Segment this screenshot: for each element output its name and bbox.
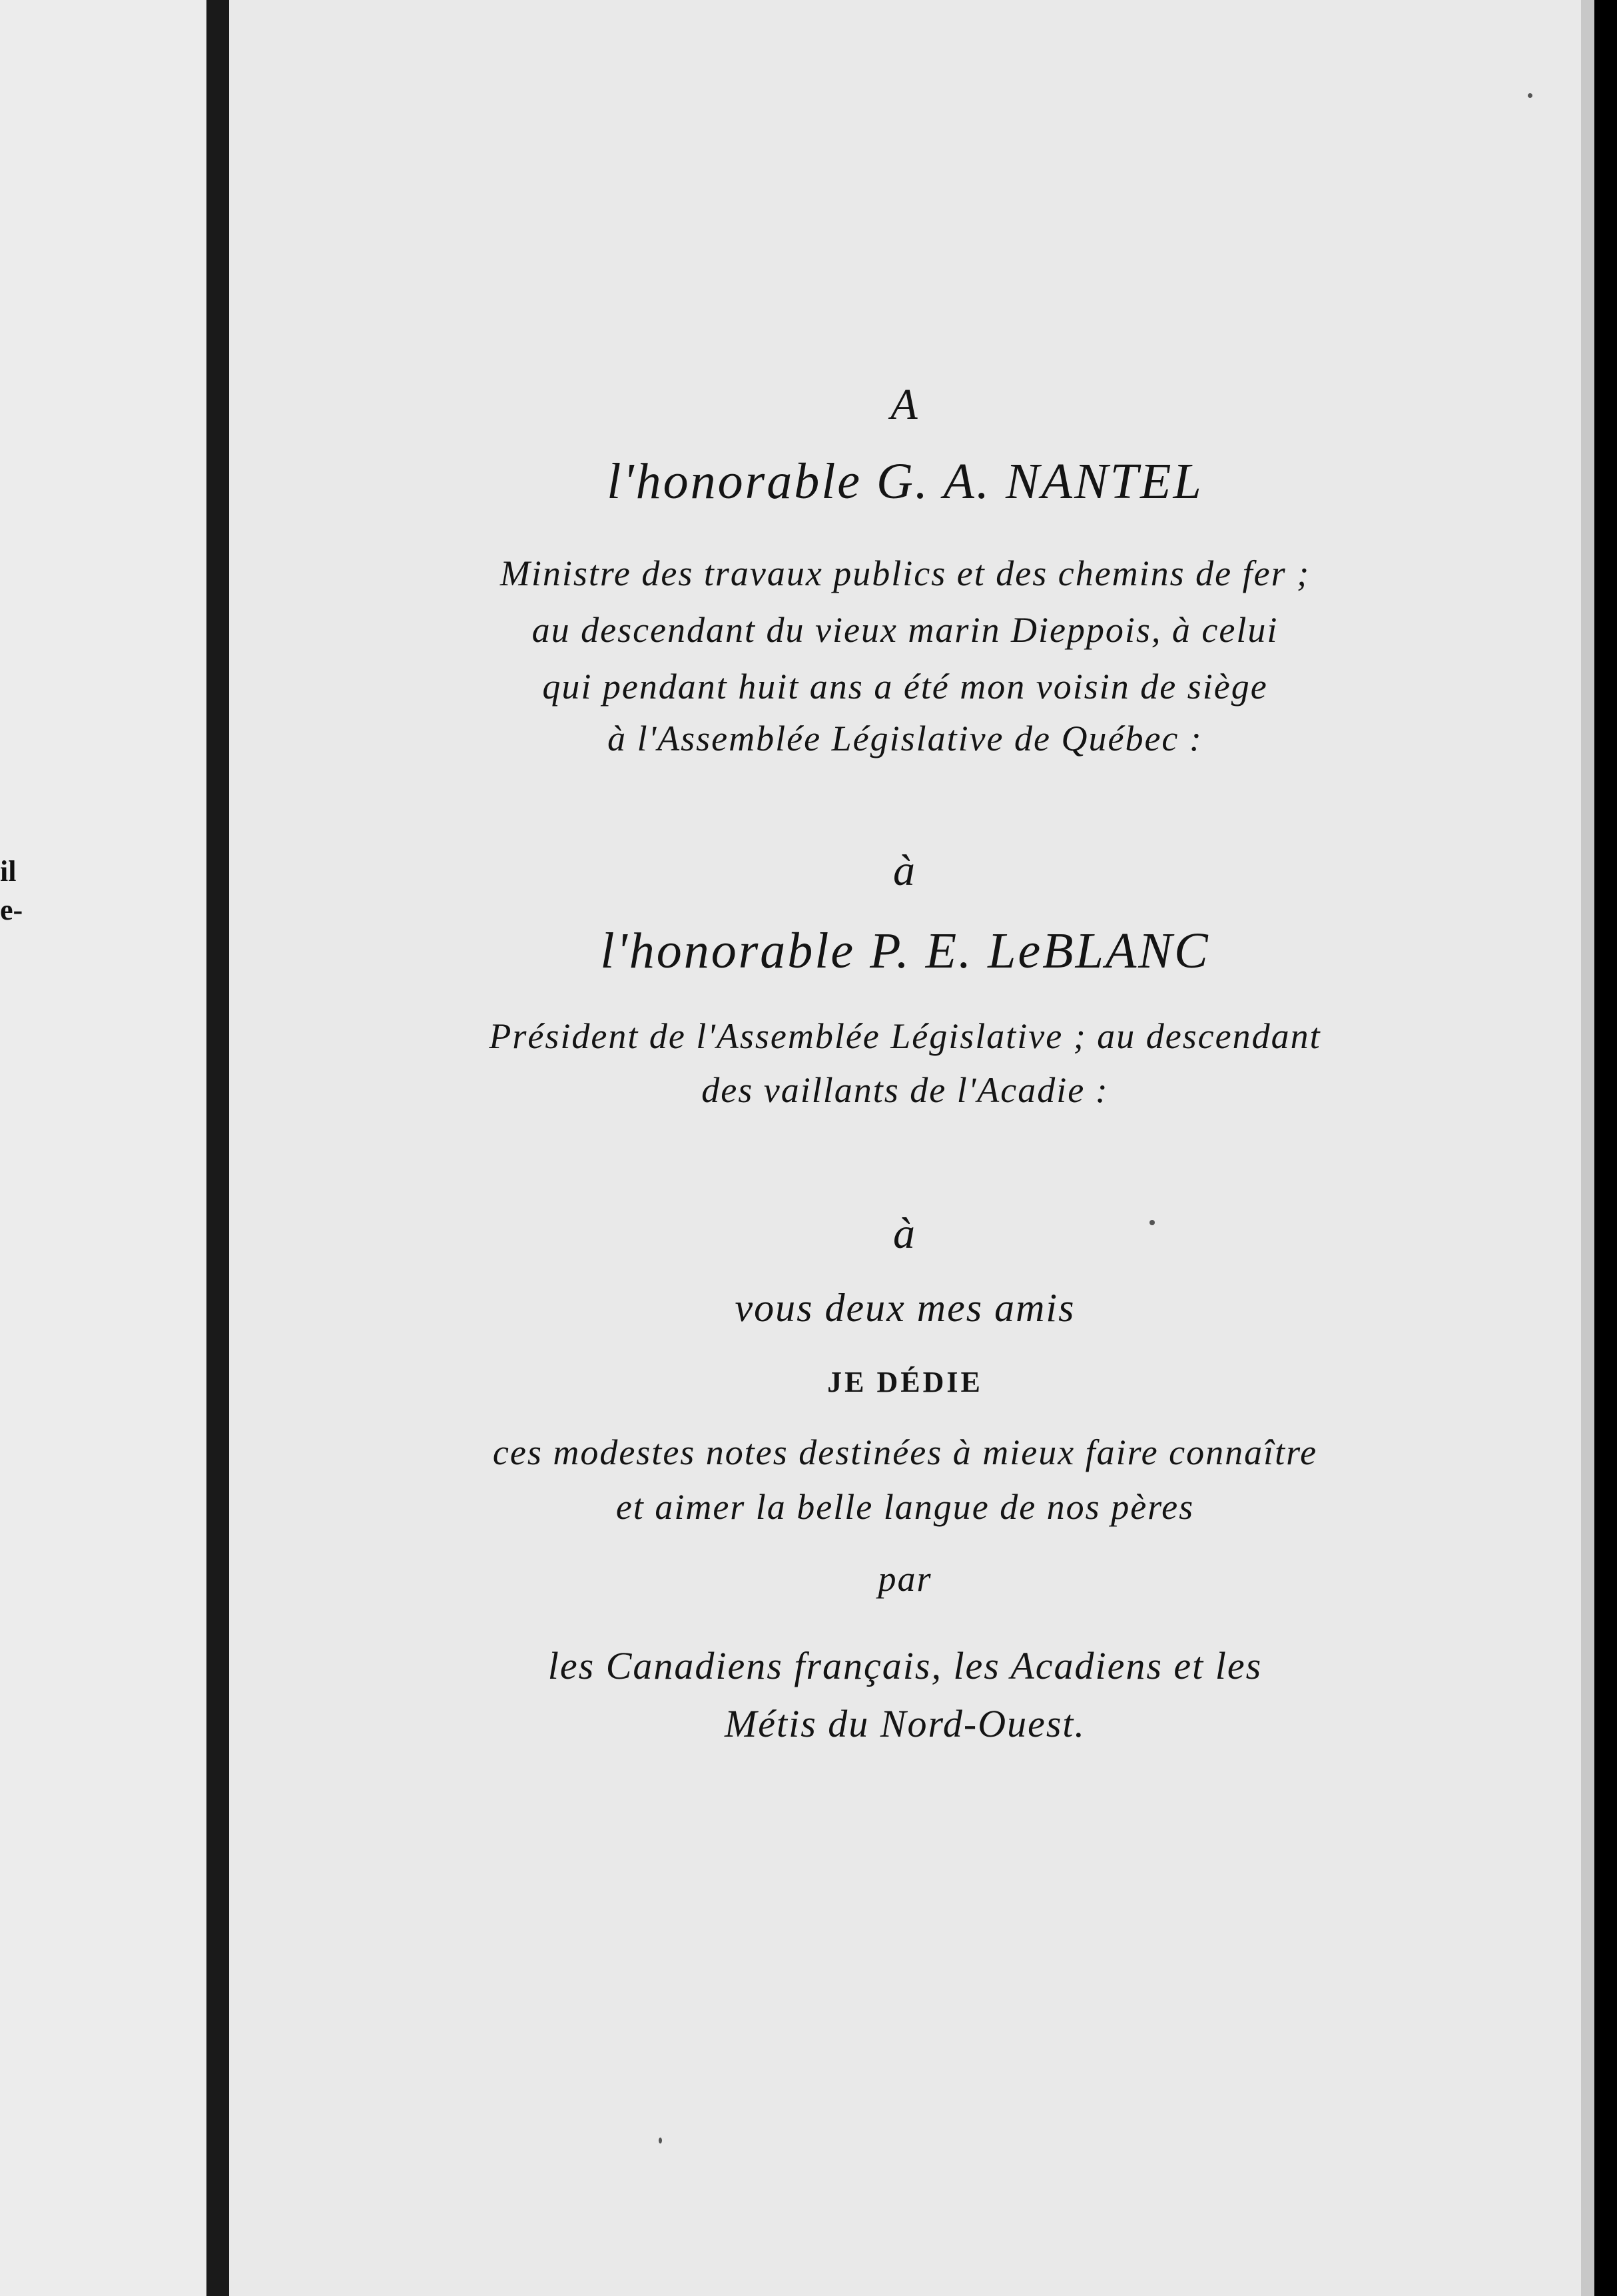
paper-speck xyxy=(1528,93,1532,98)
dedicatee-desc-1-line: Ministre des travaux publics et des chemins de fer ; xyxy=(499,553,1311,593)
audience-line: les Canadiens français, les Acadiens et les xyxy=(547,1644,1263,1687)
dedication-a-2: à xyxy=(893,846,917,895)
purpose-line: ces modestes notes destinées à mieux faire connaître xyxy=(492,1432,1318,1472)
dedication-a-3: à xyxy=(893,1209,917,1258)
left-page-edge xyxy=(0,0,206,2296)
dedicatee-name-1: l'honorable G. A. NANTEL xyxy=(607,453,1203,509)
book-spine xyxy=(206,0,229,2296)
audience-line: Métis du Nord-Ouest. xyxy=(724,1702,1086,1745)
dedicatee-name-2: l'honorable P. E. LeBLANC xyxy=(600,923,1210,979)
left-fragment: il xyxy=(0,855,17,888)
paper-speck xyxy=(659,2138,662,2144)
dedicatee-desc-1-line: au descendant du vieux marin Dieppois, à celui xyxy=(531,610,1279,650)
dedicatee-desc-1-line: à l'Assemblée Législative de Québec : xyxy=(607,718,1203,758)
dedication-a: A xyxy=(890,380,920,429)
paper-speck xyxy=(1149,1220,1155,1225)
je-dedie: JE DÉDIE xyxy=(827,1366,983,1398)
par-line: par xyxy=(878,1559,932,1599)
page-right-edge xyxy=(1581,0,1594,2296)
dedicatee-desc-2-line: Président de l'Assemblée Législative ; au descendant xyxy=(489,1016,1321,1056)
dedication-page xyxy=(229,0,1581,2296)
left-fragment: e- xyxy=(0,894,23,926)
left-page-fragments xyxy=(0,852,23,930)
dedicatee-desc-2-line: des vaillants de l'Acadie : xyxy=(701,1070,1109,1110)
friends-line: vous deux mes amis xyxy=(735,1286,1076,1330)
purpose-line: et aimer la belle langue de nos pères xyxy=(615,1487,1195,1527)
dedicatee-desc-1-line: qui pendant huit ans a été mon voisin de siège xyxy=(542,667,1268,707)
